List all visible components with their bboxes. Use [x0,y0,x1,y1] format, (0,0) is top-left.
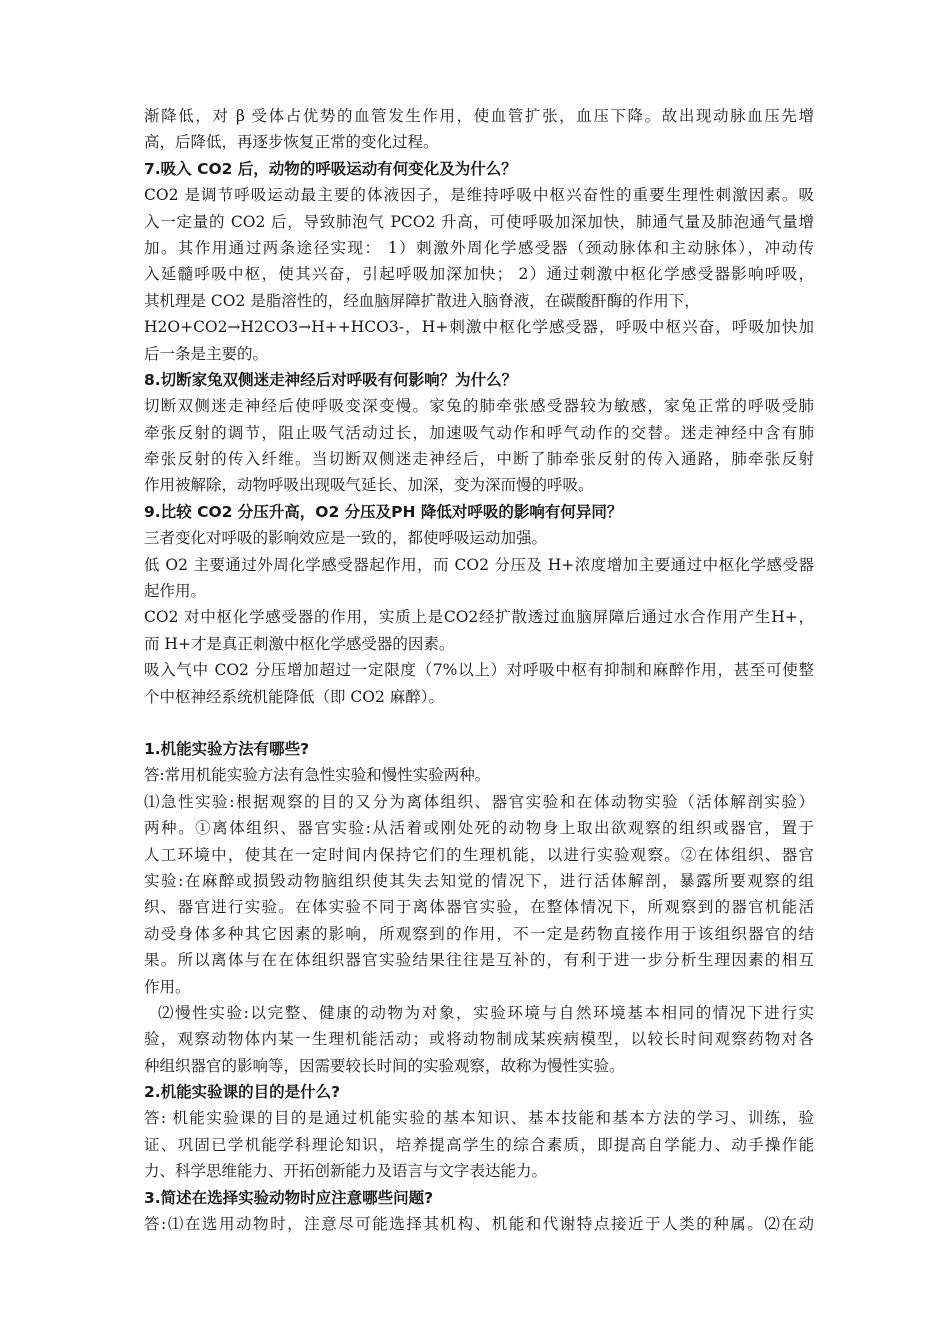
text-line: 种组织器官的影响等，因需要较长时间的实验观察，故称为慢性实验。 [144,1056,625,1075]
text-line: 入一定量的 CO2 后，导致肺泡气 PCO2 升高，可使呼吸加深加快，肺通气量及肺泡通气量增 [144,212,814,231]
text-line: 答:常用机能实验方法有急性实验和慢性实验两种。 [144,766,491,785]
question-heading: 1.机能实验方法有哪些? [144,739,310,758]
text-line: 其机理是 CO2 是脂溶性的，经血脑屏障扩散进入脑脊液，在碳酸酐酶的作用下， [144,291,700,310]
text-line: 高，后降低，再逐步恢复正常的变化过程。 [144,133,439,152]
text-line: 答:⑴在选用动物时，注意尽可能选择其机构、机能和代谢特点接近于人类的种属。⑵在动 [144,1215,814,1234]
document-body [144,103,814,1237]
text-line: 力、科学思维能力、开拓创新能力及语言与文字表达能力。 [144,1162,548,1181]
text-line: 作用被解除，动物呼吸出现吸气延长、加深，变为深而慢的呼吸。 [144,476,594,495]
text-line: 三者变化对呼吸的影响效应是一致的，都使呼吸运动加强。 [144,529,548,548]
text-line: ⑴急性实验:根据观察的目的又分为离体组织、器官实验和在体动物实验（活体解剖实验） [144,792,814,811]
text-line: 果。所以离体与在在体组织器官实验结果往往是互补的，有利于进一步分析生理因素的相互 [144,951,814,970]
text-line: 织、器官进行实验。在体实验不同于离体器官实验，在整体情况下，所观察到的器官机能活 [144,898,814,917]
question-heading: 9.比较 CO2 分压升高，O2 分压及PH 降低对呼吸的影响有何异同？ [144,502,623,521]
text-line: 渐降低，对 β 受体占优势的血管发生作用，使血管扩张，血压下降。故出现动脉血压先增 [144,107,814,125]
text-line: 低 O2 主要通过外周化学感受器起作用，而 CO2 分压及 H+浓度增加主要通过中枢化学感受器 [144,555,814,574]
text-line: 作用。 [144,977,191,996]
text-line: 而 H+才是真正刺激中枢化学感受器的因素。 [144,634,455,653]
text-line: 个中枢神经系统机能降低（即 CO2 麻醉）。 [144,687,445,706]
text-line: 加。其作用通过两条途径实现： 1）刺激外周化学感受器（颈动脉体和主动脉体），冲动传 [144,238,814,257]
text-line: 入延髓呼吸中枢，使其兴奋，引起呼吸加深加快； 2）通过刺激中枢化学感受器影响呼吸， [144,265,814,284]
question-heading: 2.机能实验课的目的是什么? [144,1083,341,1102]
text-line: 牵张反射的调节，阻止吸气活动过长，加速吸气动作和呼气动作的交替。迷走神经中含有肺 [144,423,814,442]
text-line: 起作用。 [144,582,207,601]
text-line: ⑵慢性实验:以完整、健康的动物为对象，实验环境与自然环境基本相同的情况下进行实 [158,1003,814,1022]
question-heading: 3.简述在选择实验动物时应注意哪些问题? [144,1188,434,1207]
text-line: 证、巩固已学机能学科理论知识，培养提高学生的综合素质，即提高自学能力、动手操作能 [144,1135,814,1154]
text-line: H2O+CO2→H2CO3→H++HCO3-，H+刺激中枢化学感受器，呼吸中枢兴奋，呼吸加快加 [144,318,814,337]
text-line: 切断双侧迷走神经后使呼吸变深变慢。家兔的肺牵张感受器较为敏感，家兔正常的呼吸受肺 [144,397,814,416]
text-line: 牵张反射的传入纤维。当切断双侧迷走神经后，中断了肺牵张反射的传入通路，肺牵张反射 [144,450,814,469]
text-line: 答: 机能实验课的目的是通过机能实验的基本知识、基本技能和基本方法的学习、训练，验 [144,1109,814,1128]
text-line: CO2 对中枢化学感受器的作用，实质上是CO2经扩散透过血脑屏障后通过水合作用产生H+， [144,608,814,627]
text-line: 后一条是主要的。 [144,344,269,363]
text-line: CO2 是调节呼吸运动最主要的体液因子，是维持呼吸中枢兴奋性的重要生理性刺激因素。吸 [144,186,814,205]
question-heading: 7.吸入 CO2 后，动物的呼吸运动有何变化及为什么？ [144,159,517,178]
section-gap [144,710,814,736]
question-heading: 8.切断家兔双侧迷走神经后对呼吸有何影响？为什么？ [144,370,518,389]
text-line: 验，观察动物体内某一生理机能活动；或将动物制成某疾病模型，以较长时间观察药物对各 [144,1030,814,1049]
text-line: 吸入气中 CO2 分压增加超过一定限度（7%以上）对呼吸中枢有抑制和麻醉作用，甚至可使整 [144,661,814,680]
text-line: 动受身体多种其它因素的影响，所观察到的作用，不一定是药物直接作用于该组织器官的结 [144,924,814,943]
text-line: 人工环境中，使其在一定时间内保持它们的生理机能，以进行实验观察。②在体组织、器官 [144,845,814,864]
text-line: 两种。①离体组织、器官实验:从活着或刚处死的动物身上取出欲观察的组织或器官，置于 [144,819,814,838]
text-line: 实验:在麻醉或损毁动物脑组织使其失去知觉的情况下，进行活体解剖，暴露所要观察的组 [144,871,814,890]
